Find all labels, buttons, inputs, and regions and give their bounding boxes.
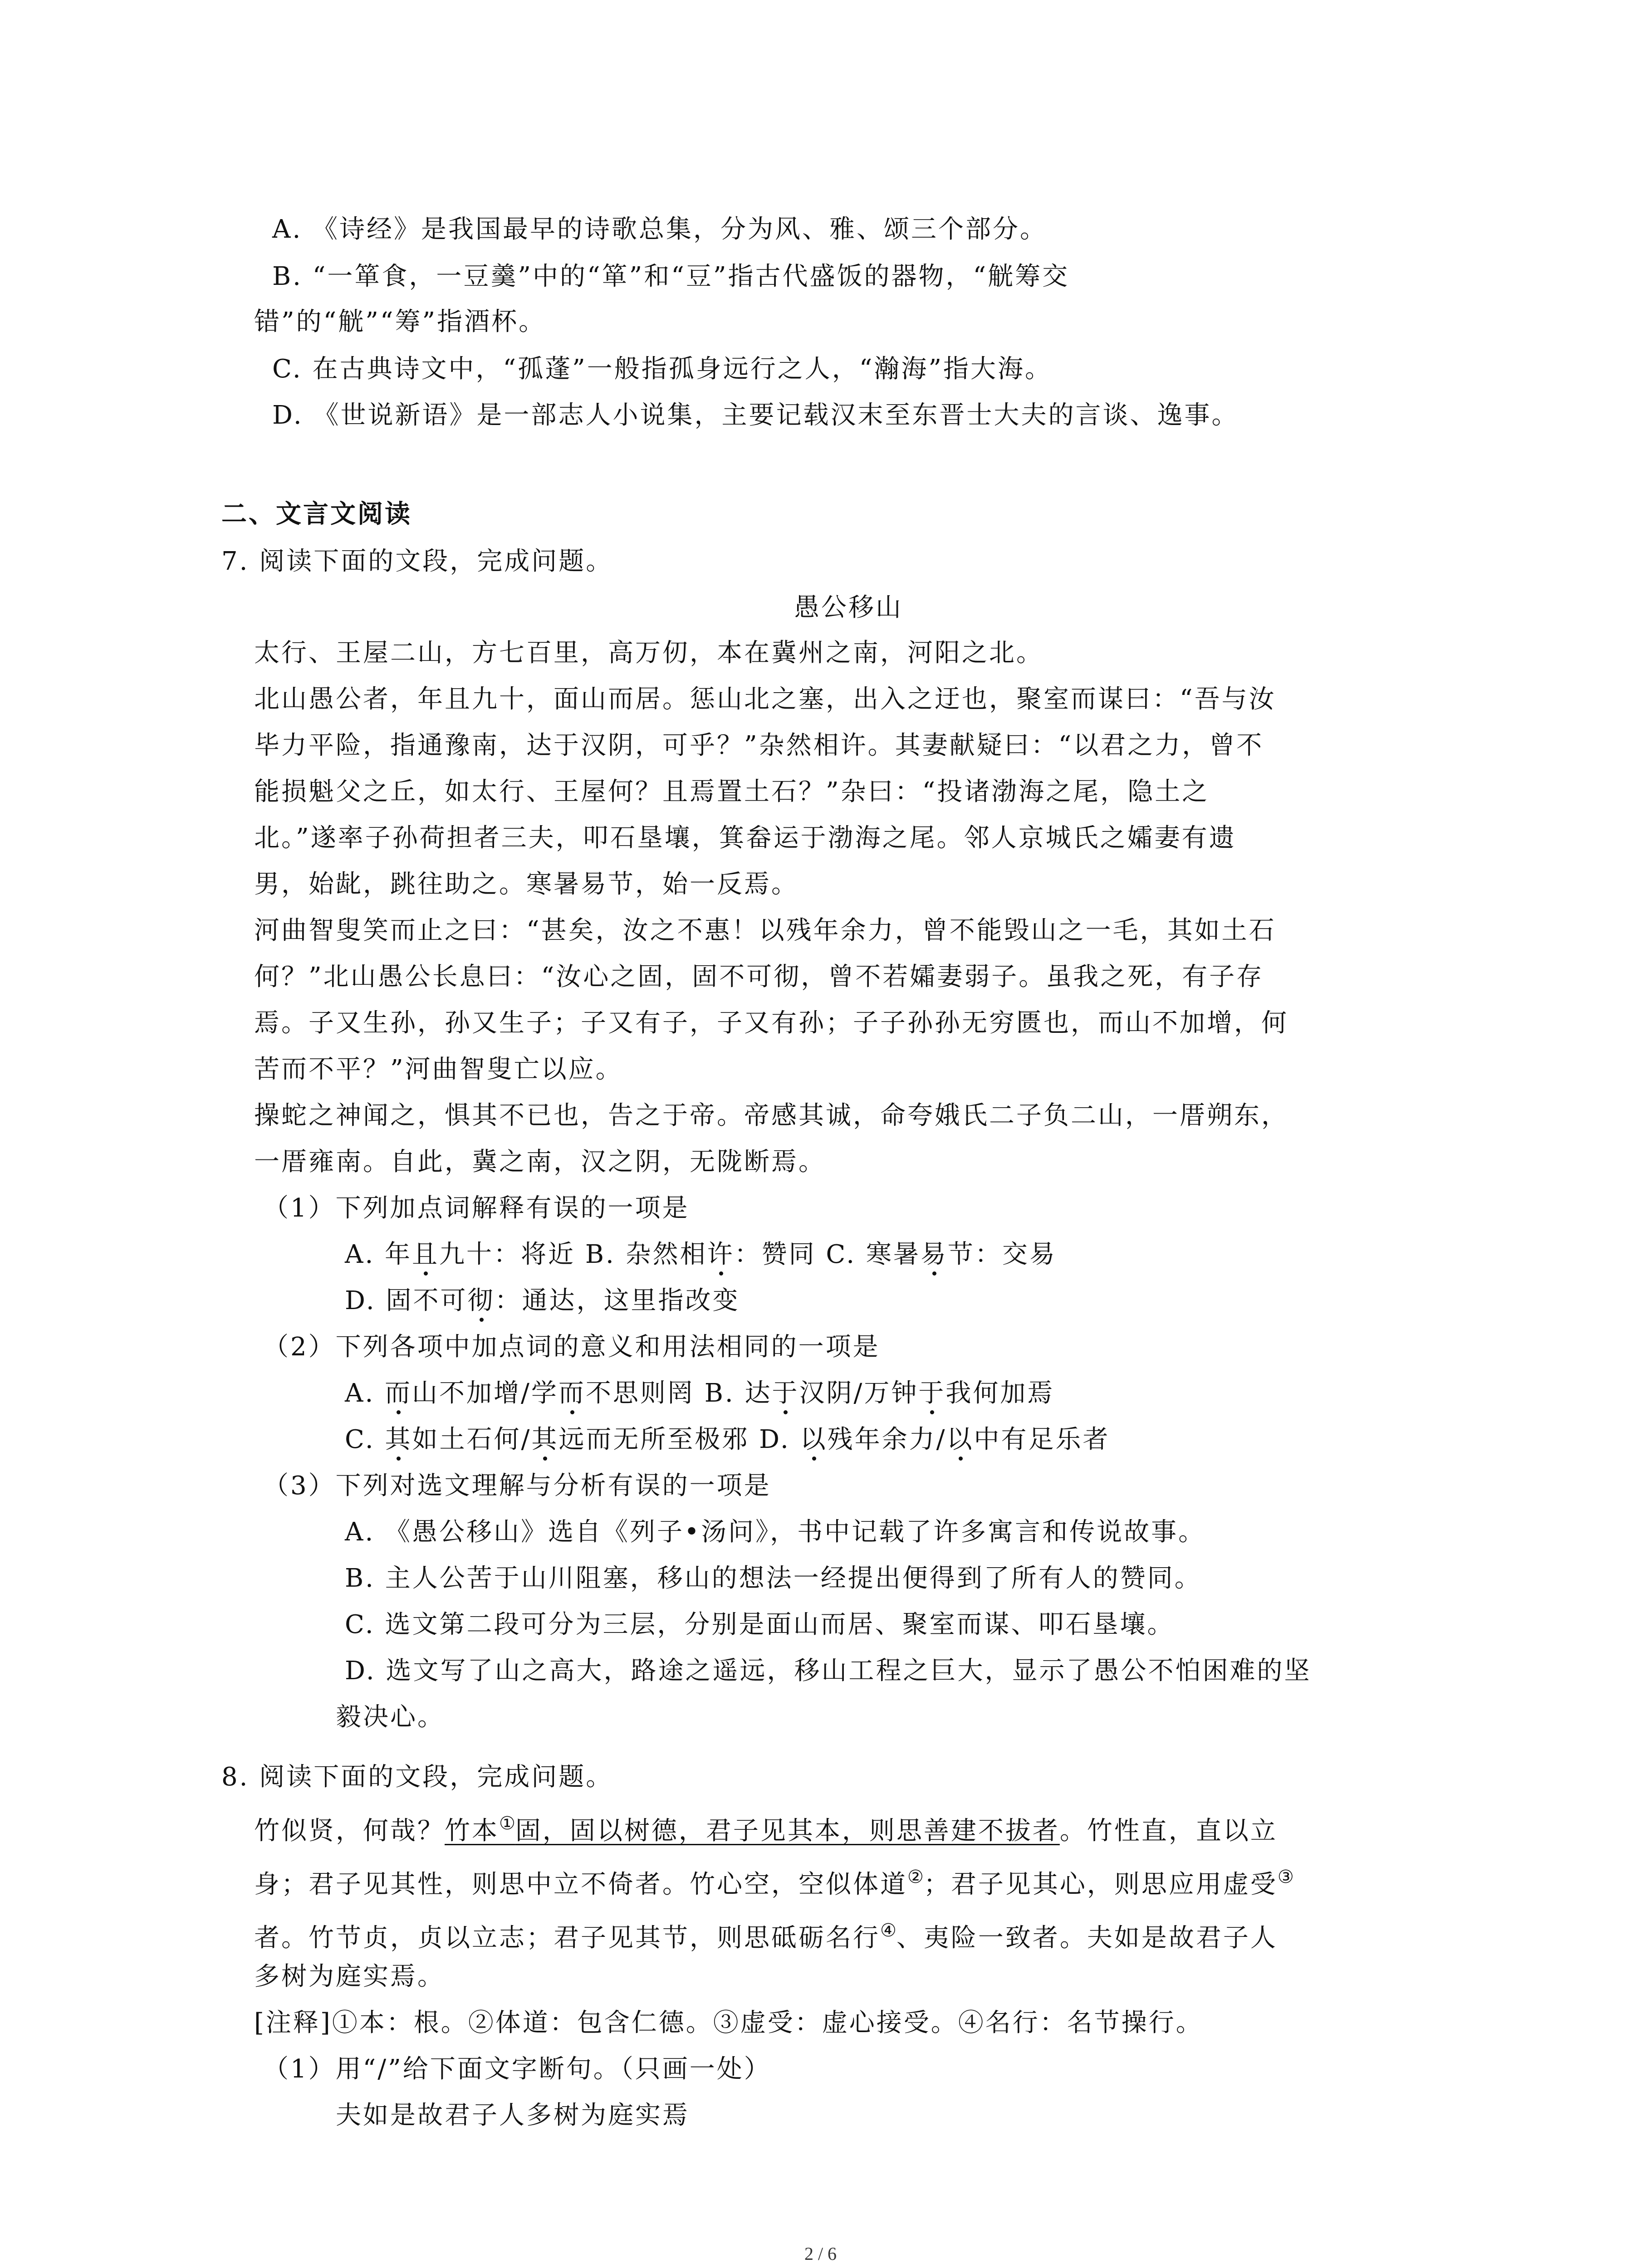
footnote-marker: ④ [880, 1920, 896, 1941]
passage-line: 苦而不平？”河曲智叟亡以应。 [254, 1055, 623, 1084]
q7-sub2-options-line1: A. 而山不加增/学而不思则罔 B. 达于汉阴/万钟于我何加焉 [345, 1378, 1055, 1408]
footnote-marker: ③ [1277, 1867, 1294, 1887]
q8-passage-line1: 竹似贤，何哉？竹本①固，固以树德，君子见其本，则思善建不拔者。竹性直，直以立 [254, 1813, 1278, 1846]
q7-sub2-options-line2: C. 其如土石何/其远而无所至极邪 D. 以残年余力/以中有足乐者 [345, 1425, 1110, 1454]
passage-title: 愚公移山 [794, 593, 903, 622]
emphasis-dot-char: 且 [412, 1240, 440, 1269]
q8-passage-line4: 多树为庭实焉。 [254, 1962, 445, 1991]
passage-line: 河曲智叟笑而止之曰：“甚矣，汝之不惠！以残年余力，曾不能毁山之一毛，其如土石 [254, 916, 1276, 945]
q8-stem: 8. 阅读下面的文段，完成问题。 [221, 1762, 613, 1792]
passage-line: 操蛇之神闻之，惧其不已也，告之于帝。帝感其诚，命夸娥氏二子负二山，一厝朔东， [254, 1101, 1288, 1130]
q7-sub3-option-b: B. 主人公苦于山川阻塞，移山的想法一经提出便得到了所有人的赞同。 [345, 1564, 1202, 1593]
q7-stem: 7. 阅读下面的文段，完成问题。 [221, 547, 613, 576]
passage-line: 一厝雍南。自此，冀之南，汉之阴，无陇断焉。 [254, 1147, 826, 1177]
q8-sub1-text: 夫如是故君子人多树为庭实焉 [336, 2101, 690, 2130]
passage-line: 太行、王屋二山，方七百里，高万仞，本在冀州之南，河阳之北。 [254, 638, 1043, 668]
q7-sub1-options-line2: D. 固不可彻：通达，这里指改变 [345, 1286, 740, 1315]
emphasis-dot-char: 于 [918, 1378, 946, 1408]
emphasis-dot-char: 而 [558, 1378, 586, 1408]
passage-line: 北。”遂率子孙荷担者三夫，叩石垦壤，箕畚运于渤海之尾。邻人京城氏之孀妻有遗 [254, 823, 1236, 853]
emphasis-dot-char: 其 [385, 1425, 412, 1454]
section-heading: 二、文言文阅读 [221, 499, 412, 529]
q6-option-d: D. 《世说新语》是一部志人小说集，主要记载汉末至东晋士大夫的言谈、逸事。 [272, 401, 1239, 430]
emphasis-dot-char: 于 [772, 1378, 799, 1408]
q7-sub3-option-d-line1: D. 选文写了山之高大，路途之遥远，移山工程之巨大，显示了愚公不怕困难的坚 [345, 1656, 1312, 1686]
emphasis-dot-char: 而 [385, 1378, 412, 1408]
q6-option-a: A. 《诗经》是我国最早的诗歌总集，分为风、雅、颂三个部分。 [272, 215, 1048, 244]
q6-option-b-line2: 错”的“觥”“筹”指酒杯。 [254, 307, 546, 337]
q6-option-b-line1: B. “一箪食，一豆羹”中的“箪”和“豆”指古代盛饭的器物，“觥筹交 [272, 262, 1070, 291]
emphasis-dot-char: 以 [800, 1425, 828, 1454]
emphasis-dot-char: 易 [920, 1240, 948, 1269]
q7-sub3-option-c: C. 选文第二段可分为三层，分别是面山而居、聚室而谋、叩石垦壤。 [345, 1610, 1175, 1639]
q7-sub3-option-d-line2: 毅决心。 [336, 1702, 445, 1732]
passage-line: 何？”北山愚公长息曰：“汝心之固，固不可彻，曾不若孀妻弱子。虽我之死，有子存 [254, 962, 1264, 992]
q7-sub3-option-a: A. 《愚公移山》选自《列子•汤问》，书中记载了许多寓言和传说故事。 [345, 1517, 1206, 1547]
footnote-marker: ② [907, 1867, 924, 1887]
q8-note: [注释]①本：根。②体道：包含仁德。③虚受：虚心接受。④名行：名节操行。 [254, 2008, 1203, 2038]
q7-sub2-stem: （2）下列各项中加点词的意义和用法相同的一项是 [263, 1332, 880, 1362]
q8-sub1-stem: （1）用“/”给下面文字断句。（只画一处） [263, 2054, 771, 2084]
passage-line: 毕力平险，指通豫南，达于汉阴，可乎？”杂然相许。其妻献疑曰：“以君之力，曾不 [254, 731, 1264, 760]
footnote-marker: ① [499, 1813, 515, 1834]
passage-line: 男，始龀，跳往助之。寒暑易节，始一反焉。 [254, 870, 798, 899]
emphasis-dot-char: 以 [946, 1425, 974, 1454]
passage-line: 焉。子又生孙，孙又生子；子又有子，子又有孙；子子孙孙无穷匮也，而山不加增，何 [254, 1008, 1288, 1038]
emphasis-dot-char: 其 [531, 1425, 559, 1454]
q6-option-c: C. 在古典诗文中，“孤蓬”一般指孤身远行之人，“瀚海”指大海。 [272, 354, 1052, 384]
page-number: 2 / 6 [804, 2244, 837, 2264]
q7-sub1-options-line1: A. 年且九十：将近 B. 杂然相许：赞同 C. 寒暑易节：交易 [345, 1240, 1057, 1269]
q7-sub1-stem: （1）下列加点词解释有误的一项是 [263, 1193, 690, 1223]
q8-passage-line3: 者。竹节贞，贞以立志；君子见其节，则思砥砺名行④、夷险一致者。夫如是故君子人 [254, 1920, 1278, 1953]
underlined-sentence: 竹本①固，固以树德，君子见其本，则思善建不拔者 [445, 1813, 1060, 1846]
passage-line: 能损魁父之丘，如太行、王屋何？且焉置土石？”杂曰：“投诸渤海之尾，隐土之 [254, 777, 1210, 807]
emphasis-dot-char: 彻 [467, 1286, 495, 1315]
q7-sub3-stem: （3）下列对选文理解与分析有误的一项是 [263, 1471, 771, 1501]
emphasis-dot-char: 许 [707, 1240, 735, 1269]
q8-passage-line2: 身；君子见其性，则思中立不倚者。竹心空，空似体道②；君子见其心，则思应用虚受③ [254, 1867, 1294, 1899]
passage-line: 北山愚公者，年且九十，面山而居。惩山北之塞，出入之迂也，聚室而谋曰：“吾与汝 [254, 684, 1276, 714]
